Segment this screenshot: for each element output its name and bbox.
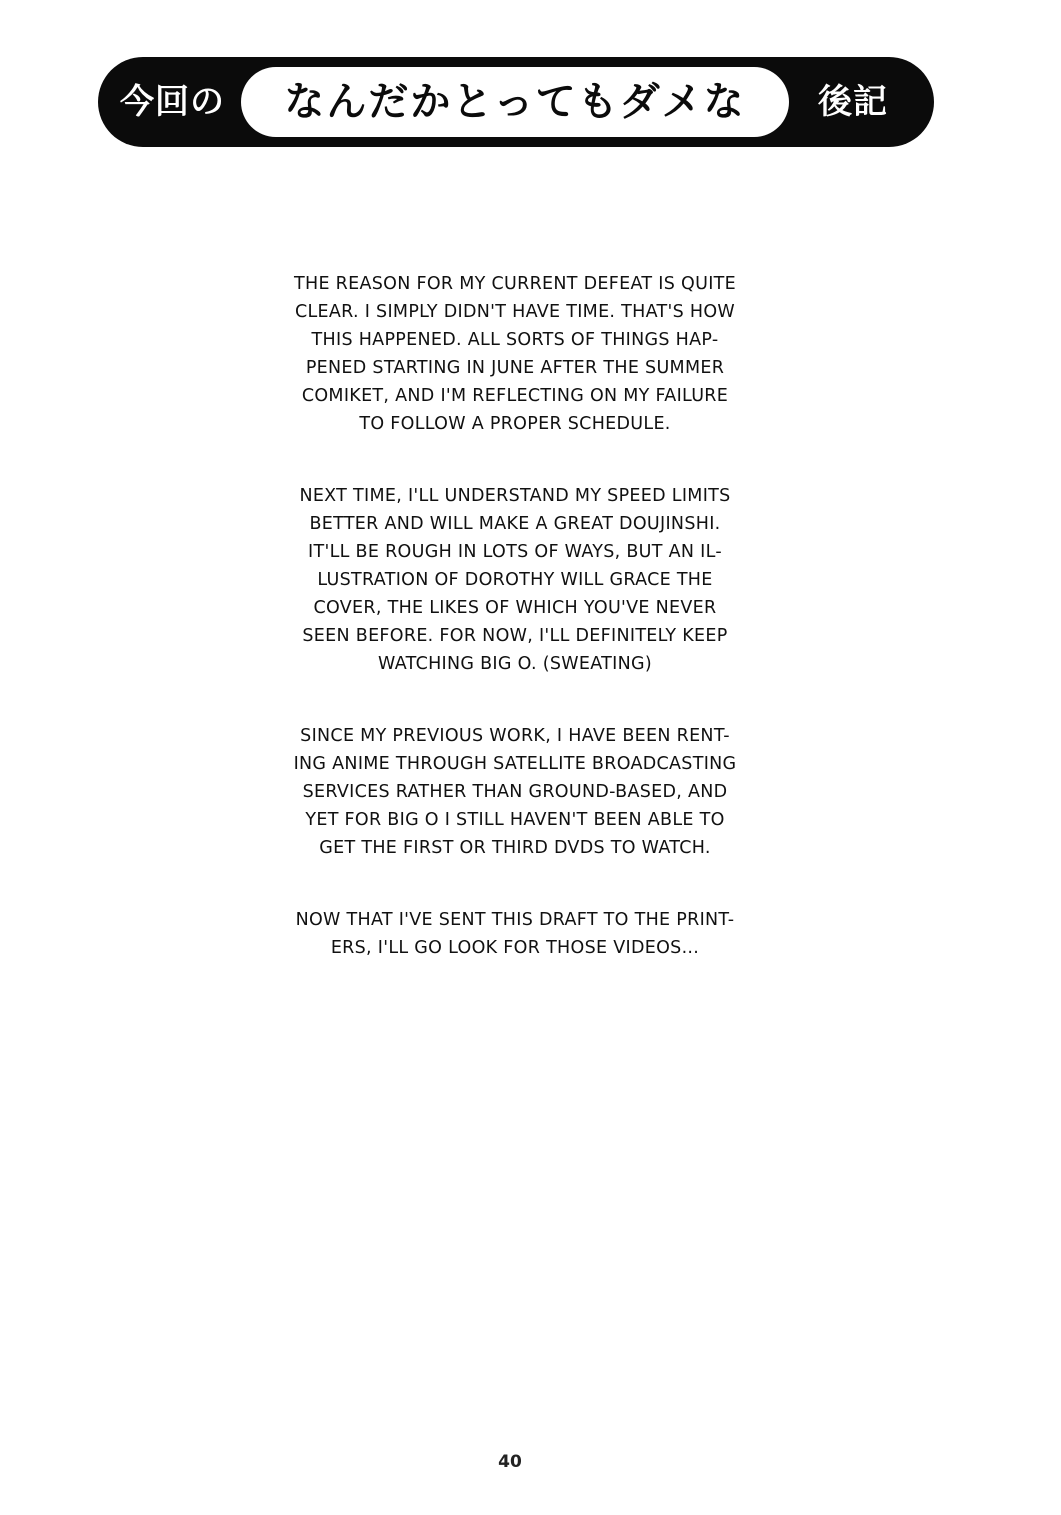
title-prefix: 今回の: [120, 82, 225, 122]
text-line: ERS, I'LL GO LOOK FOR THOSE VIDEOS...: [330, 938, 700, 958]
paragraph-2: [250, 482, 780, 678]
title-banner: [98, 57, 934, 147]
paragraph-4: [250, 906, 780, 962]
title-suffix: 後記: [818, 82, 888, 122]
text-line: COVER, THE LIKES OF WHICH YOU'VE NEVER: [313, 598, 717, 618]
text-line: THE REASON FOR MY CURRENT DEFEAT IS QUITE: [294, 274, 736, 294]
paragraph-3: [250, 722, 780, 862]
text-line: NOW THAT I'VE SENT THIS DRAFT TO THE PRINT-: [295, 910, 735, 930]
page-number: 40: [498, 1452, 522, 1472]
paragraph-1: [250, 270, 780, 438]
text-line: SERVICES RATHER THAN GROUND-BASED, AND: [302, 782, 728, 802]
text-line: BETTER AND WILL MAKE A GREAT DOUJINSHI.: [309, 514, 721, 534]
text-line: SEEN BEFORE. FOR NOW, I'LL DEFINITELY KEEP: [302, 626, 728, 646]
text-line: GET THE FIRST OR THIRD DVDS TO WATCH.: [319, 838, 711, 858]
text-line: SINCE MY PREVIOUS WORK, I HAVE BEEN RENT-: [300, 726, 730, 746]
text-line: WATCHING BIG O. (SWEATING): [378, 654, 652, 674]
text-line: PENED STARTING IN JUNE AFTER THE SUMMER: [305, 358, 725, 378]
text-line: COMIKET, AND I'M REFLECTING ON MY FAILURE: [301, 386, 729, 406]
text-line: YET FOR BIG O I STILL HAVEN'T BEEN ABLE TO: [305, 810, 725, 830]
text-line: ING ANIME THROUGH SATELLITE BROADCASTING: [293, 754, 737, 774]
text-line: TO FOLLOW A PROPER SCHEDULE.: [359, 414, 671, 434]
text-line: NEXT TIME, I'LL UNDERSTAND MY SPEED LIMITS: [299, 486, 731, 506]
text-line: LUSTRATION OF DOROTHY WILL GRACE THE: [317, 570, 713, 590]
text-line: IT'LL BE ROUGH IN LOTS OF WAYS, BUT AN IL-: [308, 542, 722, 562]
text-line: CLEAR. I SIMPLY DIDN'T HAVE TIME. THAT'S HOW: [294, 302, 736, 322]
title-main: なんだかとってもダメな: [241, 67, 789, 137]
text-line: THIS HAPPENED. ALL SORTS OF THINGS HAP-: [311, 330, 719, 350]
afterword-body: [250, 270, 780, 1006]
